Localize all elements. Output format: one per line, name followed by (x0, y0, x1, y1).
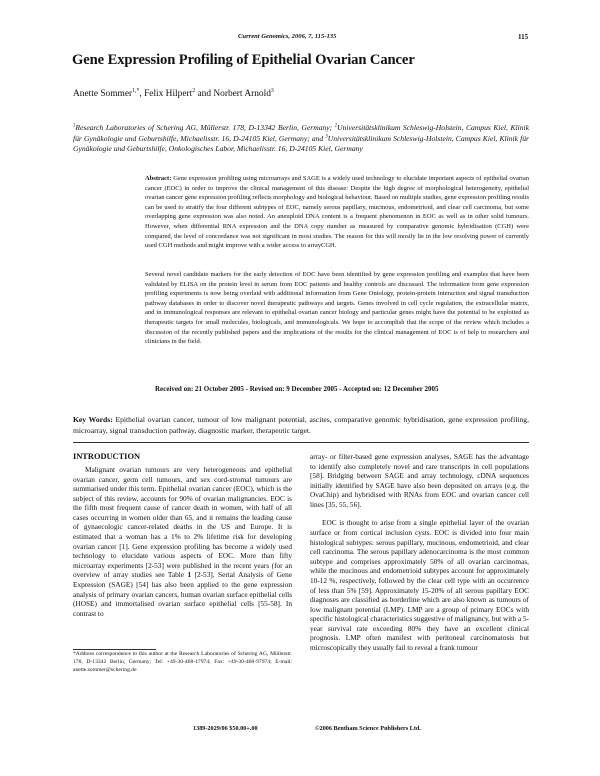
intro-paragraph-1 (73, 465, 292, 618)
journal-citation: Current Genomics, 2006, 7, 115-135 (238, 33, 337, 40)
affiliation-mark: 2 (334, 123, 338, 129)
paper-title: Gene Expression Profiling of Epithelial Ovarian Cancer (72, 52, 415, 68)
abstract-paragraph-2: Several novel candidate markers for the early detection of EOC have been identified by gene expression profiling and examples that have been validated by ELISA on the protein level in serum from EOC patients and healthy controls are discussed. The information from gene expression profiling experiments is now being overlaid with additional information from Gene Ontology, protein-protein interaction and signal transduction pathway databases in order to discover novel therapeutic pathways and targets. Genes involved in cell cycle regulation, the extracellular matrix, and in immunological responses are relevant to epithelial ovarian cancer biology and particular genes might have the potential to be exploited as therapeutic targets for small molecules, biologicals, and immunologicals. We hope to accomplish that the scope of the review which includes a discussion of the recently published papers and the implications of the results for the clinical management of EOC is of help to researchers and clinicians in the field. (145, 271, 529, 346)
received-dates: Received on: 21 October 2005 - Revised on: 9 December 2005 - Accepted on: 12 December 2005 (155, 385, 439, 393)
author-name: Anette Sommer (73, 89, 133, 99)
section-heading: INTRODUCTION (73, 452, 141, 461)
correspondence-footnote: *Address correspondence to this author at the Research Laboratories of Schering AG, Müllerstr. 178, D-13342 Berlin, Germany; Tel: +49-30-468-17974; Fax: +49-30-468-97974; E-mail: anette.sommer@schering.de (73, 651, 292, 673)
left-column (73, 452, 292, 618)
author-separator: , (139, 89, 145, 99)
copyright-notice: ©2006 Bentham Science Publishers Ltd. (315, 725, 421, 732)
author-list (73, 89, 274, 99)
affiliation-text: Universitätsklinikum Schleswig-Holstein, Campus Kiel, Klinik für Gynäkologie und Geburtshilfe, Michaelisstr. 16, D-24105 Kiel, Germany; and (73, 123, 530, 143)
table-reference: 1 (187, 570, 192, 580)
affiliations (73, 123, 529, 155)
intro-paragraph-2: EOC is thought to arise from a single epithelial layer of the ovarian surface or from cortical inclusion cysts. EOC is divided into four main histological subtypes: serous papillary, mucinous, endometrioid, and clear cell carcinoma. The serous papillary adenocarcinoma is the most common subtype and comprises approximately 50% of all ovarian carcinomas, while the mucinous and endometrioid subtypes account for approximately 10-12 %, respectively, followed by the clear cell type with an occurrence of less than 5% [59]. Approximately 15-20% of all serous papillary EOC diagnoses are classified as borderline which are also known as tumours of low malignant potential (LMP). LMP are a group of primary EOCs with specific histological characteristics suggestive of malignancy, but with a 5-year survival rate exceeding 80% they have an excellent clinical prognosis. LMP often manifest with peritoneal carcinomatosis but microscopically they usually fail to reveal a frank tumour (310, 518, 529, 652)
abstract-text: Gene expression profiling using microarrays and SAGE is a widely used technology to elucidate important aspects of epithelial ovarian cancer (EOC) in order to improve the clinical management of this disease: Despite the high degree of morphological heterogeneity, epithelial ovarian cancer gene expression profiling reflects morphology and biological behaviour. Based on multiple studies, gene expression profiling results can be used to stratify the four different subtypes of EOC, namely serous papillary, mucinous, endometrioid, and clear cell carcinoma, but some overlapping gene expression was also noted. An aneuploid DNA content is a frequent phenomenon in EOC as well as in other solid tumours. However, when differential RNA expression and the DNA copy number as measured by comparative genomic hybridisation (CGH) were compared, the level of concordance was not significant in most studies. The reason for this will mostly lie in the low resolving power of currently used CGH methods and might improve with a wider access to arrayCGH. (145, 175, 530, 250)
intro-text: Malignant ovarian tumours are very heterogeneous and epithelial ovarian cancer, germ cell tumours, and sex cord-stromal tumours are summarised under this term. Epithelial ovarian cancer (EOC), which is the subject of this review, accounts for 90% of ovarian malignancies. EOC is the fifth most frequent cause of cancer death in women, with half of all cases occurring in women older than 65, and it remains the leading cause of gynaecologic cancer-related deaths in the US and Europe. It is estimated that a woman has a 1% to 2% lifetime risk for developing ovarian cancer [1]. Gene expression profiling has become a widely used technology to elucidate various aspects of EOC. More than fifty microarray experiments [2-53] were published in the recent years (for an overview of array studies see Table (73, 465, 292, 580)
author-affiliation-mark: 1,* (132, 87, 140, 94)
author-name: Felix Hilpert (144, 89, 193, 99)
abstract-paragraph-1 (145, 174, 529, 251)
intro-paragraph-continued: array- or filter-based gene expression analyses, SAGE has the advantage to identify also completely novel and rare transcripts in cell populations [58]. Bridging between SAGE and array technology, cDNA sequences initially identified by SAGE have also been deposited on arrays (e.g. the OvaChip) and hybridised with RNAs from EOC and ovarian cancer cell lines [35, 55, 56]. (310, 452, 529, 509)
page-number: 115 (518, 33, 529, 41)
keywords-label: Key Words: (73, 415, 113, 424)
affiliation-mark: 3 (325, 134, 328, 140)
affiliation-mark: 1 (73, 123, 76, 129)
author-separator: and (195, 89, 214, 99)
keywords-text: Epithelial ovarian cancer, tumour of low malignant potential, ascites, comparative genomic hybridisation, gene expression profiling, microarray, signal transduction pathway, diagnostic marker, therapeutic target. (73, 415, 529, 435)
author-name: Norbert Arnold (213, 89, 271, 99)
affiliation-text: Research Laboratories of Schering AG, Müllerstr. 178, D-13342 Berlin, Germany; (75, 123, 335, 132)
issn-price: 1389-2029/06 $50.00+.00 (193, 725, 258, 732)
right-column (310, 452, 529, 653)
intro-text-continued: [2-53]. Serial Analysis of Gene Expression (SAGE) [54] has also been applied to the gene expression analysis of primary ovarian cancers, human ovarian surface epithelial cells (HOSE) and immortalised ovarian surface epithelial cells [55-58]. In contrast to (73, 570, 293, 618)
author-affiliation-mark: 3 (270, 87, 274, 94)
abstract-label: Abstract: (145, 175, 172, 182)
footnote-divider (73, 649, 156, 650)
author-affiliation-mark: 2 (192, 87, 196, 94)
section-divider (73, 442, 529, 443)
affiliation-text: Universitätsklinikum Schleswig-Holstein, Campus Kiel, Klinik für Gynäkologie und Geburtshilfe, Onkologisches Labor, Michaelisstr. 16, D-24105 Kiel, Germany (73, 133, 529, 154)
keywords (73, 414, 529, 436)
